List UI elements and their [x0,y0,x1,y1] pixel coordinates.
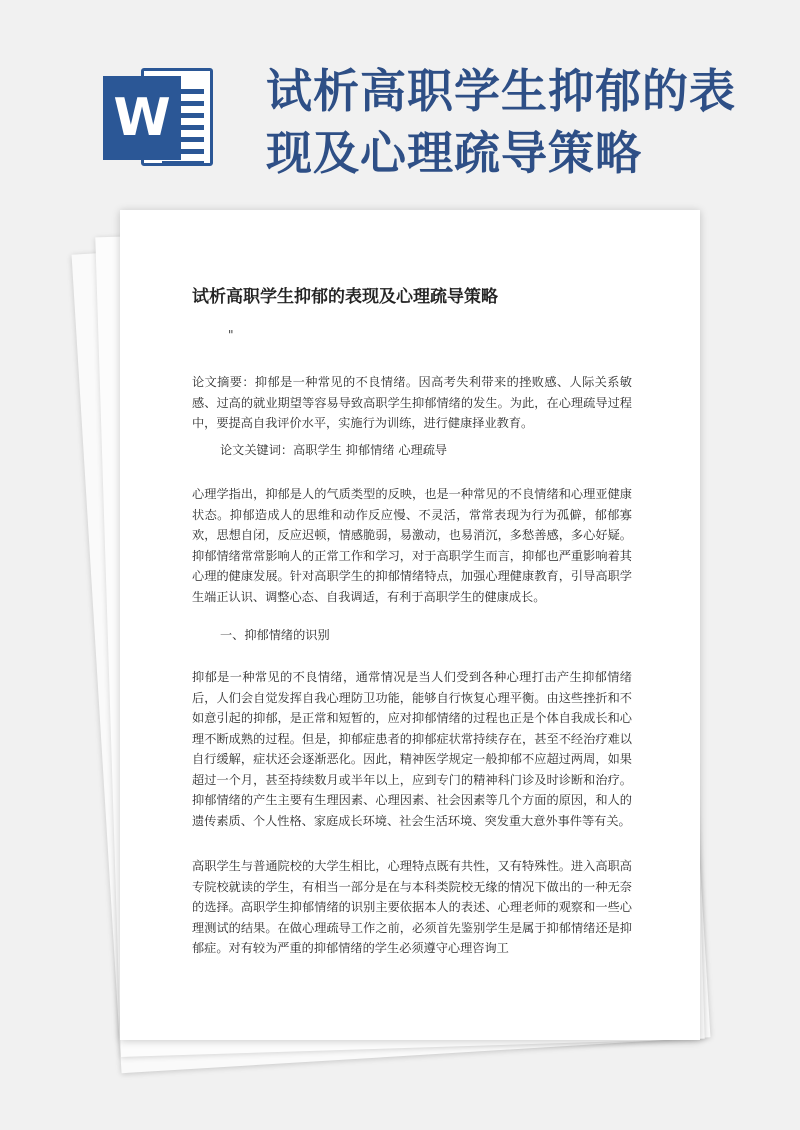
cover-title-line-1: 试析高职学生抑郁的表 [266,64,736,118]
body-paragraph-3: 高职学生与普通院校的大学生相比，心理特点既有共性，又有特殊性。进入高职高专院校就读的学生，有相当一部分是在与本科类院校无缘的情况下做出的一种无奈的选择。高职学生抑郁情绪的识别主要依据本人的表述、心理老师的观察和一些心理测试的结果。在做心理疏导工作之前，必须首先鉴别学生是属于抑郁情绪还是抑郁症。对有较为严重的抑郁情绪的学生必须遵守心理咨询工 [192,859,632,955]
word-letter-icon: W [103,76,181,160]
word-document-icon [103,62,215,174]
document-page [120,210,700,1040]
cover-title [266,60,786,184]
body-paragraph-2: 抑郁是一种常见的不良情绪，通常情况是当人们受到各种心理打击产生抑郁情绪后，人们会自觉发挥自我心理防卫功能，能够自行恢复心理平衡。由这些挫折和不如意引起的抑郁，是正常和短暂的，应对抑郁情绪的过程也正是个体自我成长和心理不断成熟的过程。但是，抑郁症患者的抑郁症状常持续存在，甚至不经治疗难以自行缓解，症状还会逐渐恶化。因此，精神医学规定一般抑郁不应超过两周，如果超过一个月，甚至持续数月或半年以上，应到专门的精神科门诊及时诊断和治疗。抑郁情绪的产生主要有生理因素、心理因素、社会因素等几个方面的原因，和人的遗传素质、个人性格、家庭成长环境、社会生活环境、突发重大意外事件等有关。 [192,670,632,828]
cover-title-line-2: 现及心理疏导策略 [266,126,642,180]
document-title: 试析高职学生抑郁的表现及心理疏导策略 [192,287,498,307]
intro-paragraph: 心理学指出，抑郁是人的气质类型的反映，也是一种常见的不良情绪和心理亚健康状态。抑郁造成人的思维和动作反应慢、不灵活，常常表现为行为孤僻，郁郁寡欢，思想自闭，反应迟顿，情感脆弱，易激动，也易消沉，多愁善感，多心好疑。抑郁情绪常常影响人的正常工作和学习，对于高职学生而言，抑郁也严重影响着其心理的健康发展。针对高职学生的抑郁情绪特点，加强心理健康教育，引导高职学生端正认识、调整心态、自我调适，有利于高职学生的健康成长。 [192,487,632,604]
keywords-line: 论文关键词：高职学生 抑郁情绪 心理疏导 [220,443,448,457]
quote-mark: " [228,328,234,342]
section-heading-1: 一、抑郁情绪的识别 [220,628,330,642]
abstract-paragraph: 论文摘要：抑郁是一种常见的不良情绪。因高考失利带来的挫败感、人际关系敏感、过高的就业期望等容易导致高职学生抑郁情绪的发生。为此，在心理疏导过程中，要提高自我评价水平，实施行为训练，进行健康择业教育。 [192,375,632,430]
